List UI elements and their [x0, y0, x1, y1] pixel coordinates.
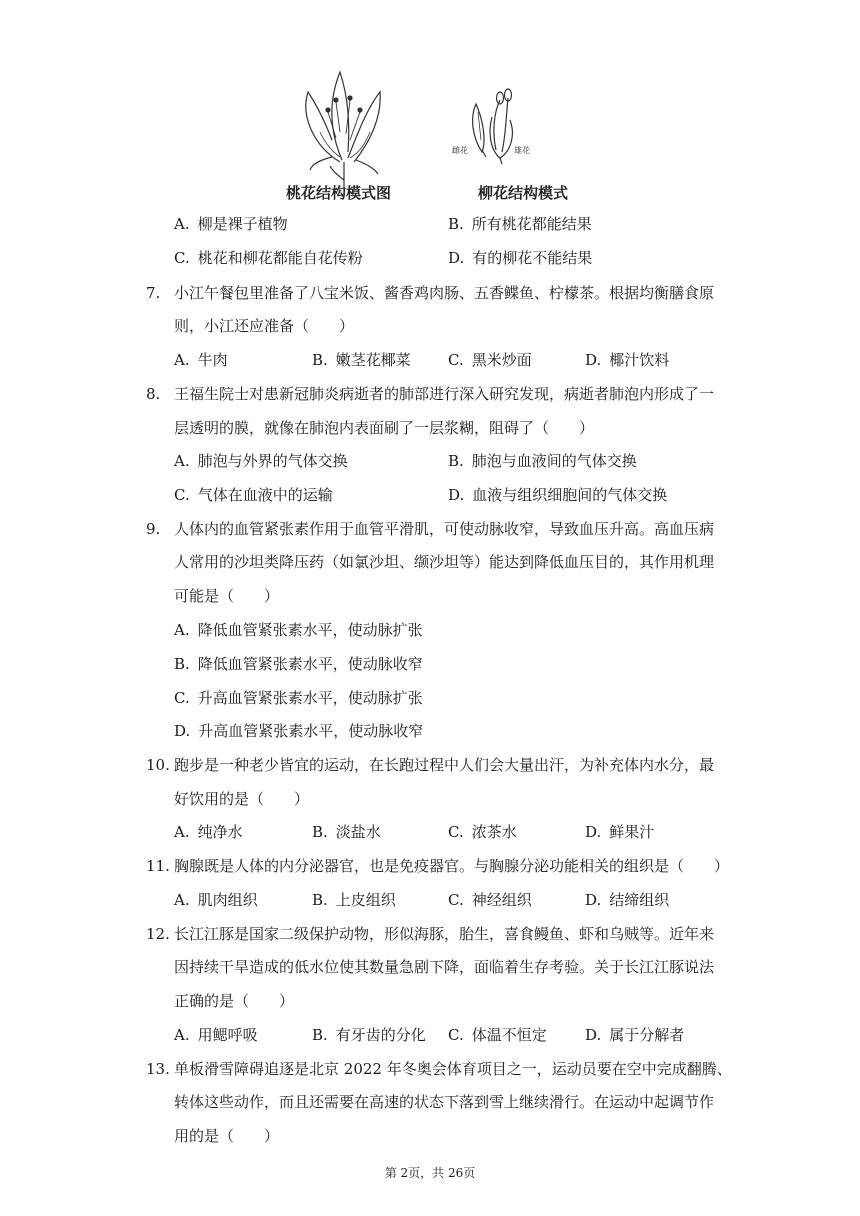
q9-number: 9.	[146, 520, 161, 538]
q7-number: 7.	[146, 284, 161, 302]
q13-stem-line2: 转体这些动作，而且还需要在高速的状态下落到雪上继续滑行。在运动中起调节作	[174, 1093, 715, 1111]
q9-stem-line3: 可能是（ ）	[174, 587, 280, 605]
q9-option-a: A. 降低血管紧张素水平，使动脉扩张	[174, 621, 423, 639]
q9-stem-line2: 人常用的沙坦类降压药（如氯沙坦、缬沙坦等）能达到降低血压目的，其作用机理	[174, 553, 715, 571]
q7-option-d: D. 椰汁饮料	[585, 351, 670, 369]
page-footer: 第 2页，共 26页	[384, 1166, 476, 1180]
q12-option-c: C. 体温不恒定	[448, 1026, 547, 1044]
q8-option-b: B. 肺泡与血液间的气体交换	[448, 452, 637, 470]
q7-stem-line1: 小江午餐包里准备了八宝米饭、酱香鸡肉肠、五香鲽鱼、柠檬茶。根据均衡膳食原	[174, 284, 715, 302]
peach-flower-drawing	[306, 72, 380, 197]
q12-stem-line3: 正确的是（ ）	[174, 992, 295, 1010]
q9-option-b: B. 降低血管紧张素水平，使动脉收窄	[174, 655, 423, 673]
q13-stem-line3: 用的是（ ）	[174, 1127, 280, 1145]
figure-caption-peach: 桃花结构模式图	[286, 184, 392, 202]
q9-option-c: C. 升高血管紧张素水平，使动脉扩张	[174, 689, 423, 707]
q10-option-b: B. 淡盐水	[312, 823, 381, 841]
q11-option-b: B. 上皮组织	[312, 891, 396, 909]
q13-number: 13.	[146, 1060, 170, 1078]
female-flower-label: 雌花	[452, 146, 468, 155]
q12-option-a: A. 用鳃呼吸	[174, 1026, 258, 1044]
figure-caption-willow: 柳花结构模式	[478, 184, 569, 202]
q11-option-c: C. 神经组织	[448, 891, 532, 909]
male-flower-label: 雄花	[514, 146, 530, 155]
q7-option-b: B. 嫩茎花椰菜	[312, 351, 411, 369]
q12-stem-line1: 长江江豚是国家二级保护动物，形似海豚，胎生，喜食鳗鱼、虾和乌贼等。近年来	[174, 925, 715, 943]
q7-option-a: A. 牛肉	[174, 351, 228, 369]
q6-option-a: A. 柳是裸子植物	[174, 215, 288, 233]
q10-number: 10.	[146, 756, 170, 774]
q12-option-d: D. 属于分解者	[585, 1026, 685, 1044]
q7-stem-line2: 则，小江还应准备（ ）	[174, 317, 355, 335]
q9-option-d: D. 升高血管紧张素水平，使动脉收窄	[174, 722, 424, 740]
q12-option-b: B. 有牙齿的分化	[312, 1026, 426, 1044]
q13-stem-line1: 单板滑雪障碍追逐是北京 2022 年冬奥会体育项目之一，运动员要在空中完成翻腾、	[174, 1060, 732, 1078]
q12-stem-line2: 因持续干旱造成的低水位使其数量急剧下降，面临着生存考验。关于长江江豚说法	[174, 958, 715, 976]
willow-flower-drawing	[473, 89, 513, 164]
q6-option-c: C. 桃花和柳花都能自花传粉	[174, 249, 363, 267]
q12-number: 12.	[146, 925, 170, 943]
q11-stem-line1: 胸腺既是人体的内分泌器官，也是免疫器官。与胸腺分泌功能相关的组织是（ ）	[174, 857, 730, 875]
q8-option-c: C. 气体在血液中的运输	[174, 486, 333, 504]
q11-option-a: A. 肌肉组织	[174, 891, 258, 909]
q11-number: 11.	[146, 857, 170, 875]
q8-option-a: A. 肺泡与外界的气体交换	[174, 452, 348, 470]
q8-stem-line2: 层透明的膜，就像在肺泡内表面刷了一层浆糊，阻碍了（ ）	[174, 419, 595, 437]
q11-option-d: D. 结缔组织	[585, 891, 670, 909]
q10-stem-line2: 好饮用的是（ ）	[174, 790, 310, 808]
q10-option-a: A. 纯净水	[174, 823, 243, 841]
q8-stem-line1: 王福生院士对患新冠肺炎病逝者的肺部进行深入研究发现，病逝者肺泡内形成了一	[174, 385, 715, 403]
q10-stem-line1: 跑步是一种老少皆宜的运动，在长跑过程中人们会大量出汗，为补充体内水分，最	[174, 756, 715, 774]
q6-option-d: D. 有的柳花不能结果	[448, 249, 593, 267]
q10-option-c: C. 浓茶水	[448, 823, 517, 841]
q8-number: 8.	[146, 385, 161, 403]
q7-option-c: C. 黑米炒面	[448, 351, 532, 369]
q8-option-d: D. 血液与组织细胞间的气体交换	[448, 486, 668, 504]
q9-stem-line1: 人体内的血管紧张素作用于血管平滑肌，可使动脉收窄，导致血压升高。高血压病	[174, 520, 715, 538]
q10-option-d: D. 鲜果汁	[585, 823, 655, 841]
q6-option-b: B. 所有桃花都能结果	[448, 215, 592, 233]
